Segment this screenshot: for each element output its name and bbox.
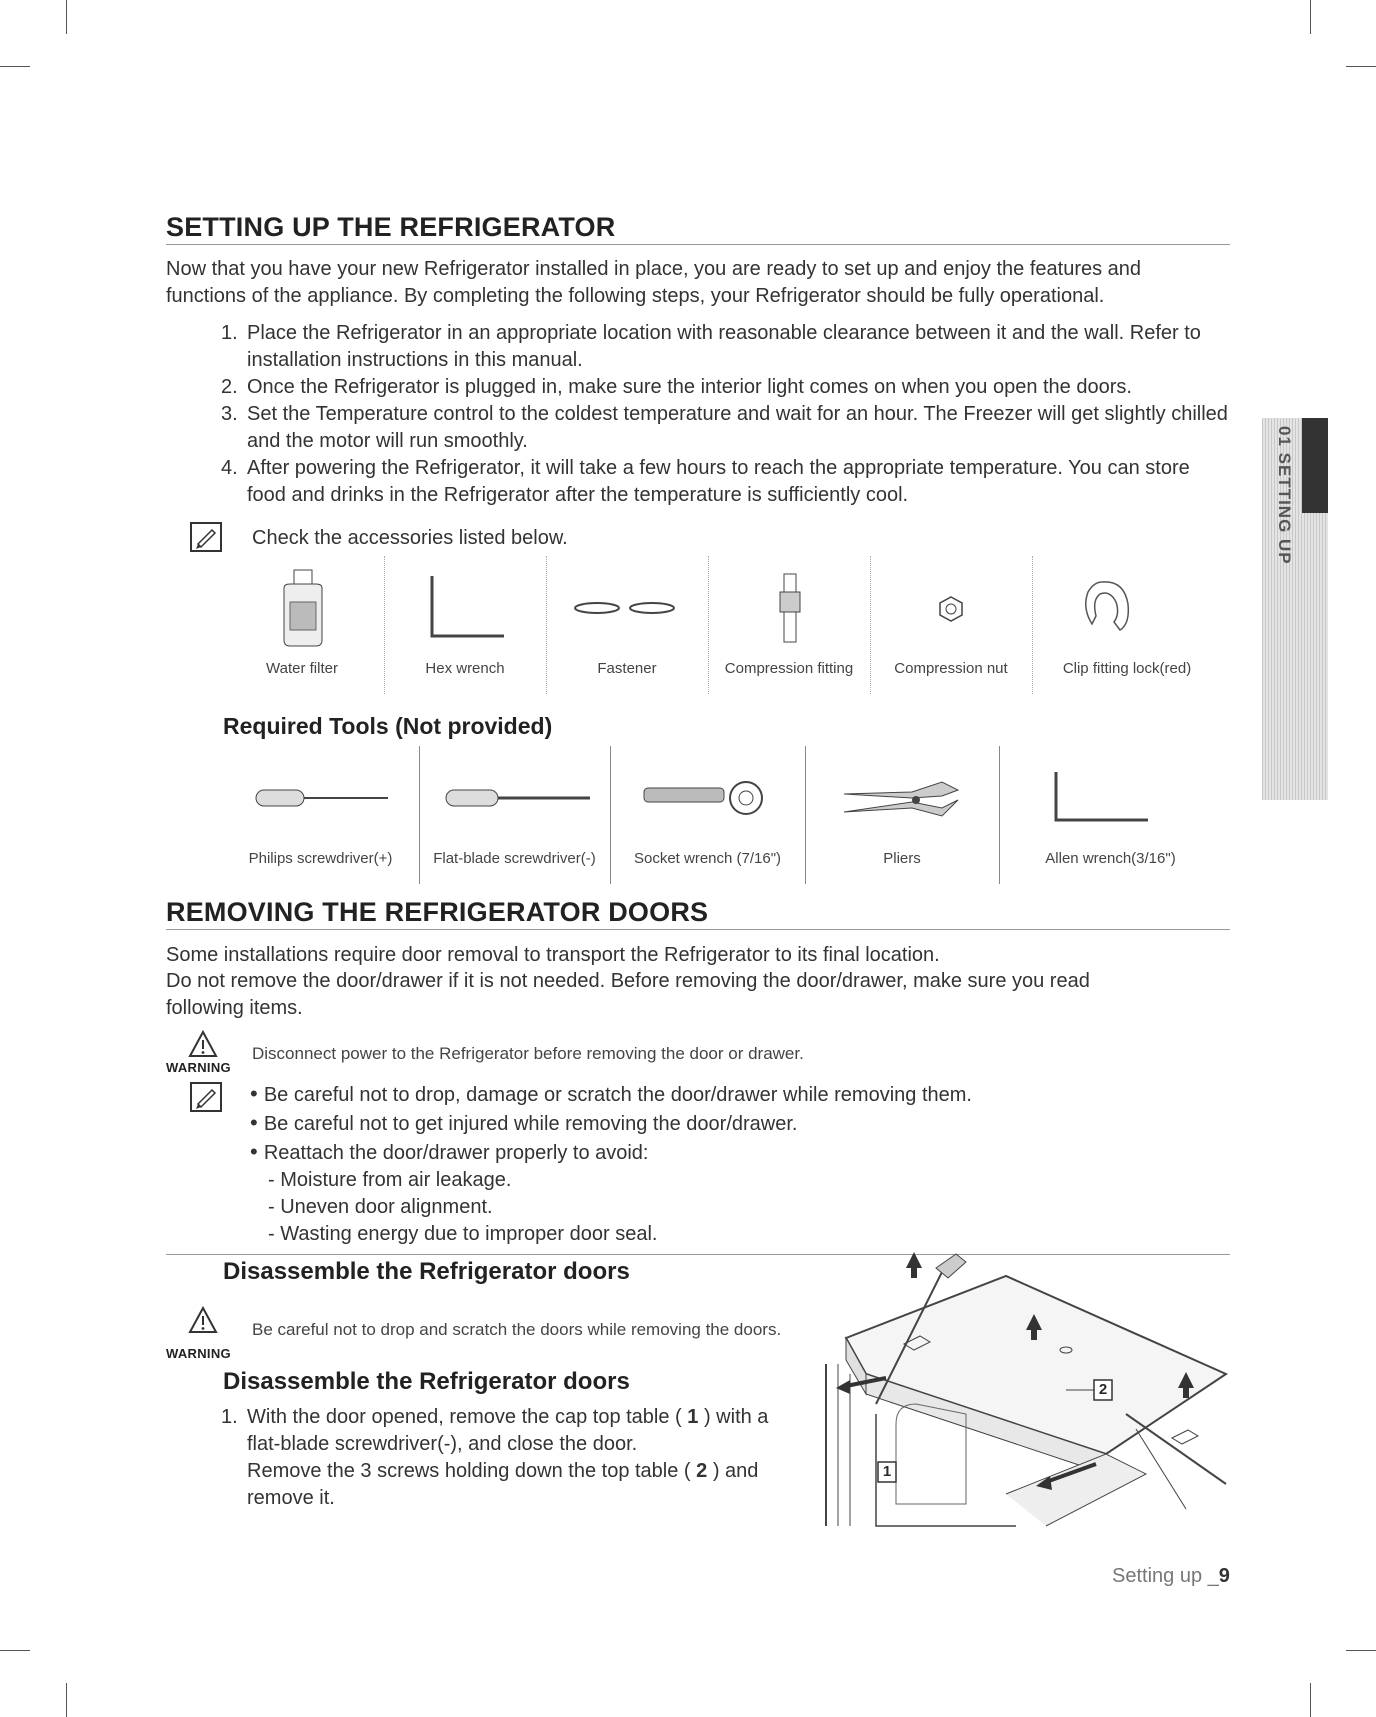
water-filter-icon (278, 568, 328, 648)
caution-item: • Be careful not to get injured while removing the door/drawer. (250, 1109, 1150, 1138)
tool-label: Pliers (883, 850, 921, 867)
step-text: Set the Temperature control to the coldest temperature and wait for an hour. The Freezer will get slightly chilled and the motor will run smoothly. (247, 403, 1228, 452)
fastener-icon (572, 598, 682, 618)
crop-mark (0, 1650, 30, 1651)
warning-label: WARNING (166, 1346, 231, 1361)
divider (166, 1254, 1230, 1255)
warning-text: Be careful not to drop and scratch the doors while removing the doors. (252, 1320, 782, 1339)
side-tab-label: 01 SETTING UP (1275, 426, 1294, 565)
section-title: REMOVING THE REFRIGERATOR DOORS (166, 897, 709, 927)
step-text: Place the Refrigerator in an appropriate location with reasonable clearance between it and the wall. Refer to installation instructions in this manual. (247, 322, 1201, 371)
warning-text: Disconnect power to the Refrigerator before removing the door or drawer. (252, 1044, 804, 1063)
accessory-label: Compression fitting (724, 660, 854, 677)
setup-steps (221, 320, 1231, 509)
accessory-label: Compression nut (894, 660, 1008, 677)
accessory-label: Hex wrench (425, 660, 505, 677)
tools-heading: Required Tools (Not provided) (223, 713, 553, 739)
warning-icon (188, 1030, 218, 1058)
crop-mark (1346, 66, 1376, 67)
hex-wrench-icon (428, 574, 508, 644)
tool-label: Allen wrench(3/16") (1045, 850, 1176, 867)
section-title: SETTING UP THE REFRIGERATOR (166, 212, 616, 242)
intro-paragraph: Some installations require door removal to transport the Refrigerator to its final location. (166, 944, 940, 966)
tool-label: Socket wrench (7/16") (633, 850, 782, 867)
step-text: After powering the Refrigerator, it will take a few hours to reach the appropriate temperature. You can store food and drinks in the Refrigerator after the temperature is sufficiently cool. (247, 457, 1190, 506)
step-text: Remove the 3 screws holding down the top table ( (247, 1460, 691, 1482)
flat-blade-screwdriver-icon (444, 786, 594, 810)
accessories-table (220, 556, 1220, 696)
step-text: ) and remove it. (247, 1460, 759, 1509)
crop-mark (1310, 0, 1311, 34)
caution-item: • Reattach the door/drawer properly to avoid: (250, 1138, 1150, 1167)
step-number: 1. (221, 1406, 238, 1428)
crop-mark (0, 66, 30, 67)
warning-label: WARNING (166, 1060, 231, 1075)
step-number: 1. (221, 322, 238, 344)
door-removal-illustration (806, 1264, 1230, 1526)
divider (166, 244, 1230, 245)
crop-mark (1346, 1650, 1376, 1651)
caution-list (250, 1080, 1150, 1248)
compression-fitting-icon (776, 572, 804, 648)
part-number: 2 (696, 1460, 708, 1482)
disassemble-step (221, 1404, 796, 1512)
intro-paragraph: Do not remove the door/drawer if it is not needed. Before removing the door/drawer, make sure you read following items. (166, 970, 1090, 1019)
note-icon (190, 522, 222, 552)
accessory-label: Water filter (266, 660, 338, 677)
tool-label: Philips screwdriver(+) (248, 850, 393, 867)
crop-mark (1310, 1683, 1311, 1717)
accessory-label: Clip fitting lock(red) (1062, 660, 1192, 677)
page-number: 9 (1218, 1565, 1230, 1587)
step-number: 2. (221, 376, 238, 398)
side-tab (1262, 418, 1328, 800)
tools-table (222, 746, 1222, 884)
tool-label: Flat-blade screwdriver(-) (433, 850, 596, 867)
callout-2: 2 (1098, 1381, 1108, 1398)
subsection-heading: Disassemble the Refrigerator doors (223, 1258, 630, 1285)
caution-item: • Be careful not to drop, damage or scratch the door/drawer while removing them. (250, 1080, 1150, 1109)
note-icon (190, 1082, 222, 1112)
step-text: Once the Refrigerator is plugged in, make sure the interior light comes on when you open the doors. (247, 376, 1132, 398)
step-text: ) with a flat-blade screwdriver(-), and close the door. (247, 1406, 769, 1455)
subsection-heading: Disassemble the Refrigerator doors (223, 1368, 630, 1395)
compression-nut-icon (938, 596, 964, 622)
pliers-icon (842, 772, 962, 828)
caution-subitem: - Wasting energy due to improper door seal. (268, 1223, 658, 1245)
allen-wrench-icon (1052, 770, 1152, 826)
divider (166, 929, 1230, 930)
page-footer (1112, 1565, 1230, 1588)
intro-paragraph: Now that you have your new Refrigerator installed in place, you are ready to set up and enjoy the features and functions of the appliance. By completing the following steps, your Refrigerator should be fully operational. (166, 258, 1142, 307)
clip-fitting-lock-icon (1080, 578, 1140, 638)
callout-1: 1 (882, 1463, 892, 1480)
caution-subitem: - Moisture from air leakage. (268, 1169, 512, 1191)
step-number: 3. (221, 403, 238, 425)
part-number: 1 (687, 1406, 699, 1428)
note-text: Check the accessories listed below. (252, 527, 568, 549)
accessory-label: Fastener (597, 660, 657, 677)
crop-mark (66, 1683, 67, 1717)
crop-mark (66, 0, 67, 34)
caution-subitem: - Uneven door alignment. (268, 1196, 493, 1218)
philips-screwdriver-icon (254, 786, 394, 810)
footer-label: Setting up _ (1112, 1565, 1219, 1587)
step-text: With the door opened, remove the cap top table ( (247, 1406, 682, 1428)
socket-wrench-icon (642, 780, 782, 820)
step-number: 4. (221, 457, 238, 479)
warning-icon (188, 1306, 218, 1334)
